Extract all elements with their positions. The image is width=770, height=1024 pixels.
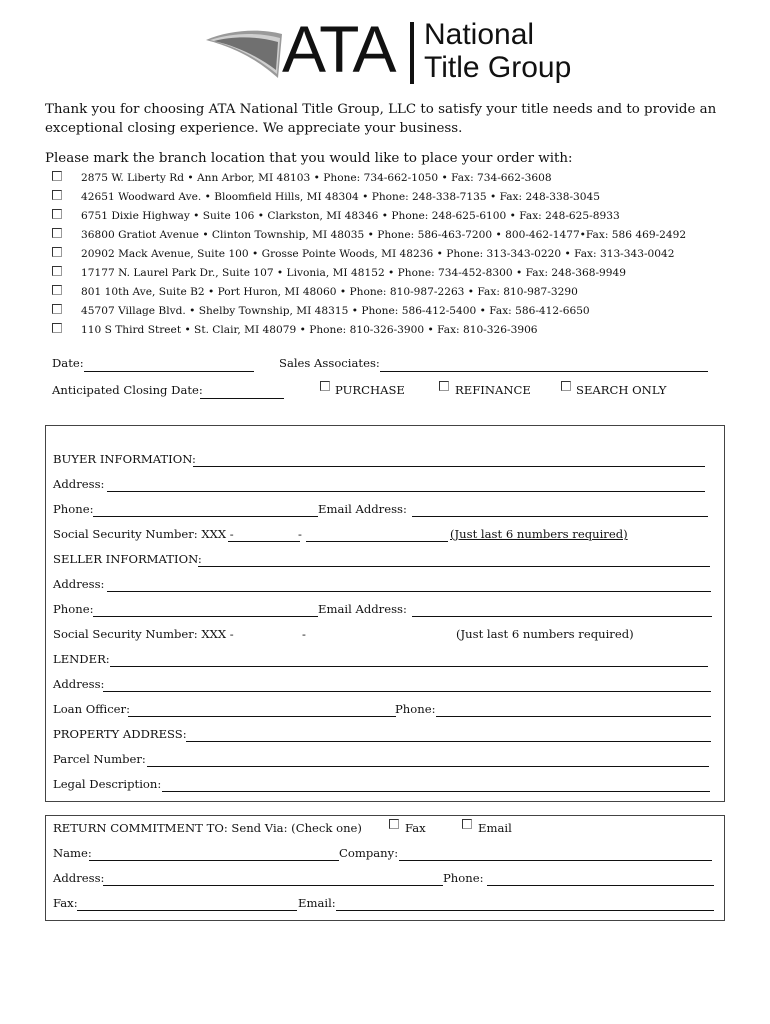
- buyer-info-label: BUYER INFORMATION:: [53, 452, 196, 466]
- return-email-label: Email:: [298, 896, 336, 910]
- loan-officer-label: Loan Officer:: [53, 702, 130, 716]
- branch-label: 36800 Gratiot Avenue • Clinton Township, MI 48035 • Phone: 586-463-7200 • 800-462-1477•Fax: 586 469-2492: [81, 229, 687, 241]
- closing-date-field[interactable]: [200, 398, 284, 399]
- refinance-checkbox[interactable]: [439, 381, 449, 391]
- buyer-ssn-part2-field[interactable]: [306, 541, 448, 542]
- return-name-field[interactable]: [89, 860, 339, 861]
- send-via-fax-label: Fax: [405, 821, 426, 835]
- buyer-info-field[interactable]: [193, 466, 705, 467]
- return-company-label: Company:: [339, 846, 399, 860]
- search-only-label: SEARCH ONLY: [576, 383, 667, 397]
- buyer-ssn-label: Social Security Number: XXX -: [53, 527, 234, 541]
- return-address-field[interactable]: [103, 885, 443, 886]
- seller-address-label: Address:: [53, 577, 105, 591]
- buyer-ssn-part1-field[interactable]: [228, 541, 300, 542]
- ssn-dash: -: [302, 627, 306, 641]
- seller-phone-label: Phone:: [53, 602, 94, 616]
- return-name-label: Name:: [53, 846, 92, 860]
- lender-label: LENDER:: [53, 652, 110, 666]
- branch-label: 20902 Mack Avenue, Suite 100 • Grosse Pointe Woods, MI 48236 • Phone: 313-343-0220 • Fax: 313-343-0042: [81, 248, 675, 260]
- send-via-email-label: Email: [478, 821, 512, 835]
- refinance-label: REFINANCE: [455, 383, 531, 397]
- seller-info-label: SELLER INFORMATION:: [53, 552, 202, 566]
- branch-checkbox[interactable]: [52, 323, 62, 333]
- branch-label: 45707 Village Blvd. • Shelby Township, MI 48315 • Phone: 586-412-5400 • Fax: 586-412-6650: [81, 305, 590, 317]
- purchase-checkbox[interactable]: [320, 381, 330, 391]
- legal-description-label: Legal Description:: [53, 777, 162, 791]
- logo-title-group-text: Title Group: [424, 51, 572, 84]
- return-commitment-label: RETURN COMMITMENT TO: Send Via: (Check one): [53, 821, 362, 835]
- branch-checkbox[interactable]: [52, 266, 62, 276]
- logo-ata-text: ATA: [282, 12, 395, 86]
- branch-checkbox[interactable]: [52, 285, 62, 295]
- send-via-email-checkbox[interactable]: [462, 819, 472, 829]
- purchase-label: PURCHASE: [335, 383, 405, 397]
- branch-label: 801 10th Ave, Suite B2 • Port Huron, MI 48060 • Phone: 810-987-2263 • Fax: 810-987-3290: [81, 286, 578, 298]
- buyer-phone-label: Phone:: [53, 502, 94, 516]
- ssn-dash: -: [298, 527, 302, 541]
- return-phone-field[interactable]: [487, 885, 714, 886]
- date-field[interactable]: [84, 371, 254, 372]
- buyer-ssn-note: (Just last 6 numbers required): [450, 527, 628, 541]
- sales-associates-label: Sales Associates:: [279, 356, 380, 370]
- seller-ssn-note: (Just last 6 numbers required): [456, 627, 634, 641]
- seller-phone-field[interactable]: [93, 616, 318, 617]
- buyer-address-label: Address:: [53, 477, 105, 491]
- branch-label: 110 S Third Street • St. Clair, MI 48079 • Phone: 810-326-3900 • Fax: 810-326-3906: [81, 324, 538, 336]
- date-label: Date:: [52, 356, 84, 370]
- seller-email-label: Email Address:: [318, 602, 407, 616]
- return-fax-label: Fax:: [53, 896, 78, 910]
- buyer-email-field[interactable]: [412, 516, 708, 517]
- logo-national-text: National: [424, 18, 535, 51]
- buyer-address-field[interactable]: [107, 491, 705, 492]
- send-via-fax-checkbox[interactable]: [389, 819, 399, 829]
- branch-checkbox[interactable]: [52, 304, 62, 314]
- loan-officer-field[interactable]: [128, 716, 396, 717]
- lender-address-field[interactable]: [103, 691, 711, 692]
- branch-checkbox[interactable]: [52, 228, 62, 238]
- branch-checkbox[interactable]: [52, 209, 62, 219]
- branch-label: 42651 Woodward Ave. • Bloomfield Hills, MI 48304 • Phone: 248-338-7135 • Fax: 248-338-3045: [81, 191, 601, 203]
- return-company-field[interactable]: [399, 860, 712, 861]
- branch-label: 2875 W. Liberty Rd • Ann Arbor, MI 48103 • Phone: 734-662-1050 • Fax: 734-662-3608: [81, 172, 552, 184]
- lender-address-label: Address:: [53, 677, 105, 691]
- logo-divider: [410, 22, 414, 84]
- return-fax-field[interactable]: [77, 910, 297, 911]
- return-address-label: Address:: [53, 871, 105, 885]
- search-only-checkbox[interactable]: [561, 381, 571, 391]
- parcel-number-label: Parcel Number:: [53, 752, 146, 766]
- property-address-field[interactable]: [186, 741, 711, 742]
- buyer-email-label: Email Address:: [318, 502, 407, 516]
- swoosh-graphic: [204, 26, 284, 80]
- seller-email-field[interactable]: [412, 616, 712, 617]
- return-email-field[interactable]: [336, 910, 714, 911]
- branch-label: 17177 N. Laurel Park Dr., Suite 107 • Livonia, MI 48152 • Phone: 734-452-8300 • Fax: 248-368-9949: [81, 267, 626, 279]
- branch-checkbox[interactable]: [52, 190, 62, 200]
- closing-date-label: Anticipated Closing Date:: [52, 383, 203, 397]
- return-phone-label: Phone:: [443, 871, 484, 885]
- branch-prompt: Please mark the branch location that you would like to place your order with:: [45, 151, 573, 166]
- parcel-number-field[interactable]: [147, 766, 709, 767]
- branch-checkbox[interactable]: [52, 247, 62, 257]
- intro-paragraph: Thank you for choosing ATA National Title Group, LLC to satisfy your title needs and to provide an exceptional closing experience. We appreciate your business.: [45, 102, 717, 136]
- company-logo: [0, 0, 770, 100]
- seller-ssn-label: Social Security Number: XXX -: [53, 627, 234, 641]
- legal-description-field[interactable]: [162, 791, 710, 792]
- buyer-phone-field[interactable]: [93, 516, 318, 517]
- seller-info-field[interactable]: [198, 566, 710, 567]
- sales-associates-field[interactable]: [380, 371, 708, 372]
- lender-phone-label: Phone:: [395, 702, 436, 716]
- branch-label: 6751 Dixie Highway • Suite 106 • Clarkston, MI 48346 • Phone: 248-625-6100 • Fax: 248-625-8933: [81, 210, 620, 222]
- branch-checkbox[interactable]: [52, 171, 62, 181]
- property-address-label: PROPERTY ADDRESS:: [53, 727, 187, 741]
- lender-field[interactable]: [110, 666, 708, 667]
- seller-address-field[interactable]: [107, 591, 711, 592]
- lender-phone-field[interactable]: [436, 716, 711, 717]
